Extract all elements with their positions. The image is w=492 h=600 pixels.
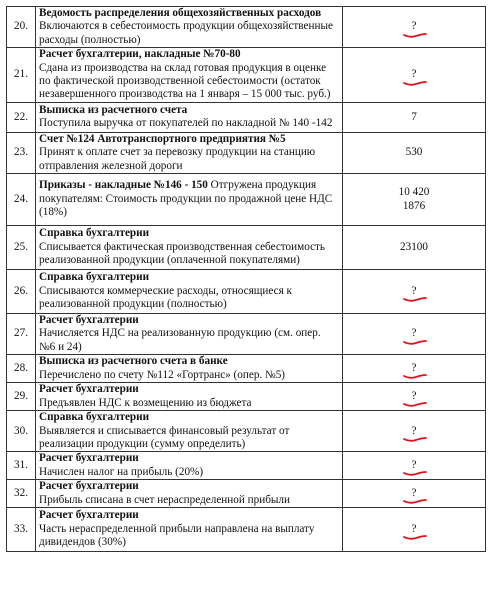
amount-value: 1876	[402, 199, 426, 212]
amount-cell	[343, 452, 486, 480]
amount-value: 7	[411, 110, 417, 123]
table-row	[7, 7, 486, 48]
amount-cell	[343, 507, 486, 551]
operation-number: 21.	[7, 48, 36, 103]
unknown-amount-marker	[406, 327, 423, 340]
operation-text: Начисляется НДС на реализованную продукцию (см. опер. №6 и 24)	[39, 327, 321, 353]
operation-description	[36, 270, 343, 314]
operation-text: Перечислено по счету №112 «Гортранс» (опер. №5)	[39, 368, 286, 381]
unknown-amount-marker	[406, 390, 423, 403]
unknown-amount: ?	[411, 459, 417, 472]
document-title: Приказы - накладные №146 - 150	[39, 179, 208, 192]
operation-description	[36, 7, 343, 48]
document-title: Расчет бухгалтерии, накладные №70-80	[39, 48, 241, 61]
operation-description	[36, 48, 343, 103]
document-title: Выписка из расчетного счета	[39, 103, 188, 116]
operation-description	[36, 480, 343, 508]
operation-number: 27.	[7, 314, 36, 355]
amount-cell	[343, 411, 486, 452]
operation-number: 28.	[7, 355, 36, 383]
amount-cell	[343, 314, 486, 355]
unknown-amount: ?	[411, 522, 417, 535]
operation-number: 20.	[7, 7, 36, 48]
table-row	[7, 226, 486, 270]
table-row	[7, 102, 486, 132]
unknown-amount: ?	[411, 362, 417, 375]
operation-description	[36, 452, 343, 480]
operation-number: 23.	[7, 132, 36, 173]
amount-cell	[343, 7, 486, 48]
table-row	[7, 48, 486, 103]
red-underline-mark	[402, 372, 428, 380]
document-title: Расчет бухгалтерии	[39, 480, 139, 493]
document-title: Ведомость распределения общехозяйственных расходов	[39, 7, 322, 19]
unknown-amount: ?	[411, 389, 417, 402]
operation-number: 24.	[7, 174, 36, 226]
operations-table-body	[7, 7, 486, 552]
table-row	[7, 411, 486, 452]
operation-text: Поступила выручка от покупателей по накладной № 140 -142	[39, 117, 333, 130]
document-title: Расчет бухгалтерии	[39, 452, 139, 465]
unknown-amount-marker	[406, 68, 423, 81]
operation-description	[36, 174, 343, 226]
red-underline-mark	[402, 295, 428, 303]
amount-cell	[343, 174, 486, 226]
table-row	[7, 507, 486, 551]
document-title: Расчет бухгалтерии	[39, 383, 139, 396]
operation-text: Списывается фактическая производственная себестоимость реализованной продукции (оплаченной покупателями)	[39, 240, 326, 267]
red-underline-mark	[402, 497, 428, 505]
table-row	[7, 355, 486, 383]
operation-number: 30.	[7, 411, 36, 452]
unknown-amount-marker	[406, 20, 423, 33]
table-row	[7, 314, 486, 355]
unknown-amount: ?	[411, 20, 417, 33]
operation-number: 29.	[7, 383, 36, 411]
operation-number: 25.	[7, 226, 36, 270]
operation-text: Отгружена продукция покупателям: Стоимость продукции по продажной цене НДС (18%)	[39, 179, 333, 219]
operation-number: 26.	[7, 270, 36, 314]
amount-cell	[343, 226, 486, 270]
table-row	[7, 270, 486, 314]
operation-description	[36, 226, 343, 270]
table-row	[7, 132, 486, 173]
unknown-amount-marker	[406, 487, 423, 500]
amount-value: 23100	[400, 240, 428, 253]
amount-cell	[343, 102, 486, 132]
operation-description	[36, 383, 343, 411]
operation-text: Начислен налог на прибыль (20%)	[39, 465, 204, 478]
table-row	[7, 480, 486, 508]
operation-description	[36, 314, 343, 355]
operation-text: Принят к оплате счет за перевозку продукции на станцию отправления железной дороги	[39, 146, 316, 172]
unknown-amount-marker	[406, 523, 423, 536]
red-underline-mark	[402, 533, 428, 541]
operation-description	[36, 132, 343, 173]
document-title: Справка бухгалтерии	[39, 227, 150, 240]
red-underline-mark	[402, 31, 428, 39]
operation-text: Выявляется и списывается финансовый результат от реализации продукции (сумму определить)	[39, 424, 290, 450]
unknown-amount-marker	[406, 362, 423, 375]
red-underline-mark	[402, 435, 428, 443]
operation-number: 33.	[7, 507, 36, 551]
red-underline-mark	[402, 400, 428, 408]
unknown-amount: ?	[411, 327, 417, 340]
operation-text: Списываются коммерческие расходы, относящиеся к реализованной продукции (полностью)	[39, 284, 292, 311]
operation-text: Сдана из производства на склад готовая продукция в оценке по фактической производственной себестоимости (остаток незавершенного производства на 1 января – 15 000 тыс. руб.)	[39, 61, 331, 101]
table-row	[7, 383, 486, 411]
amount-value: 530	[405, 146, 423, 159]
operation-text: Включаются в себестоимость продукции общехозяйственные расходы (полностью)	[39, 20, 333, 46]
unknown-amount: ?	[411, 424, 417, 437]
red-underline-mark	[402, 79, 428, 87]
unknown-amount: ?	[411, 486, 417, 499]
table-row	[7, 174, 486, 226]
red-underline-mark	[402, 469, 428, 477]
operation-description	[36, 411, 343, 452]
amount-cell	[343, 132, 486, 173]
operation-text: Прибыль списана в счет нераспределенной прибыли	[39, 493, 290, 506]
table-row	[7, 452, 486, 480]
document-title: Счет №124 Автотранспортного предприятия №5	[39, 132, 286, 145]
operation-text: Предъявлен НДС к возмещению из бюджета	[39, 396, 252, 409]
operation-number: 31.	[7, 452, 36, 480]
operation-description	[36, 102, 343, 132]
document-title: Справка бухгалтерии	[39, 411, 150, 424]
document-title: Выписка из расчетного счета в банке	[39, 355, 228, 368]
amount-cell	[343, 383, 486, 411]
unknown-amount: ?	[411, 68, 417, 81]
operation-number: 32.	[7, 480, 36, 508]
amount-cell	[343, 270, 486, 314]
unknown-amount-marker	[406, 459, 423, 472]
unknown-amount-marker	[406, 285, 423, 298]
operation-number: 22.	[7, 102, 36, 132]
document-title: Расчет бухгалтерии	[39, 509, 139, 522]
amount-cell	[343, 48, 486, 103]
operation-description	[36, 355, 343, 383]
operation-description	[36, 507, 343, 551]
operation-text: Часть нераспределенной прибыли направлена на выплату дивидендов (30%)	[39, 522, 315, 549]
amount-value: 10 420	[398, 186, 430, 199]
amount-cell	[343, 480, 486, 508]
document-title: Справка бухгалтерии	[39, 271, 150, 284]
unknown-amount-marker	[406, 425, 423, 438]
red-underline-mark	[402, 338, 428, 346]
amount-cell	[343, 355, 486, 383]
unknown-amount: ?	[411, 284, 417, 297]
document-title: Расчет бухгалтерии	[39, 314, 139, 327]
operations-table	[6, 6, 486, 552]
